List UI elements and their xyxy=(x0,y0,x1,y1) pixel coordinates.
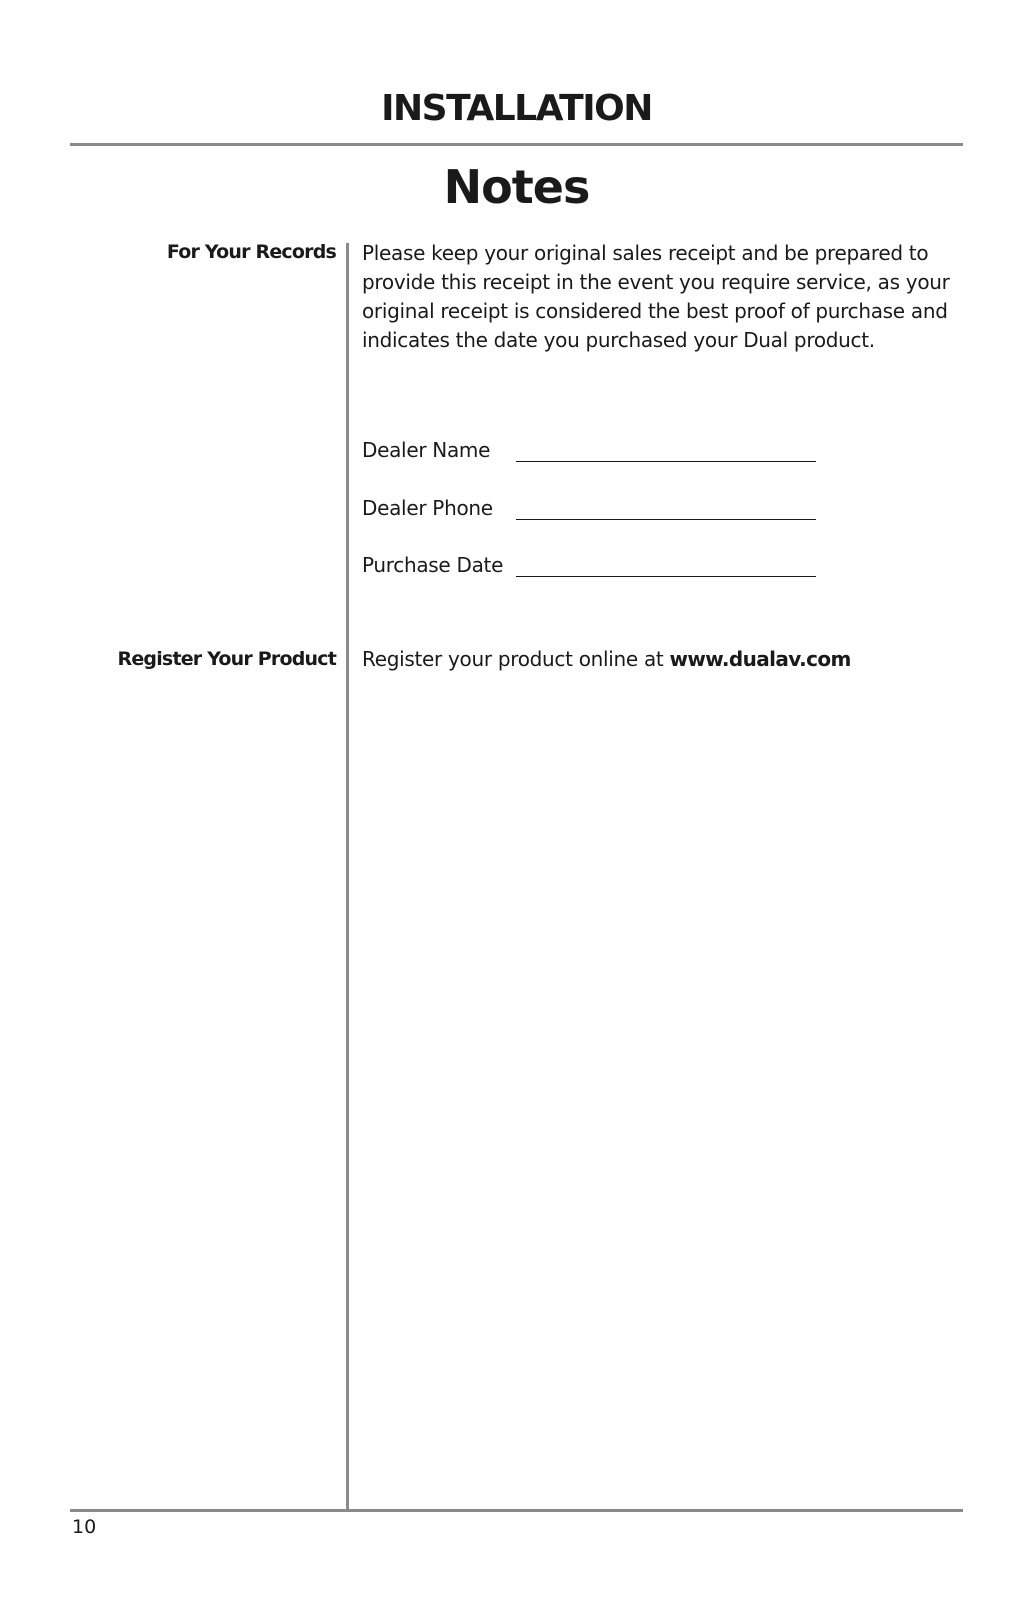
purchase-date-label: Purchase Date xyxy=(362,553,504,577)
footer-divider xyxy=(70,1509,963,1512)
dealer-phone-field[interactable] xyxy=(362,496,822,524)
purchase-date-field[interactable] xyxy=(362,553,822,581)
register-paragraph xyxy=(362,647,851,671)
register-text: Register your product online at xyxy=(362,647,670,671)
page-number: 10 xyxy=(72,1516,97,1538)
register-label: Register Your Product xyxy=(117,648,336,670)
column-divider xyxy=(346,243,349,1512)
page-title: Notes xyxy=(443,160,590,214)
purchase-date-blank[interactable] xyxy=(516,576,816,577)
section-header: INSTALLATION xyxy=(381,88,652,129)
dealer-phone-blank[interactable] xyxy=(516,519,816,520)
dealer-phone-label: Dealer Phone xyxy=(362,496,493,520)
records-label: For Your Records xyxy=(166,241,336,263)
dealer-name-field[interactable] xyxy=(362,438,822,466)
records-body: Please keep your original sales receipt and be prepared to provide this receipt in the event you require service, as your original receipt is considered the best proof of purchase and indicates the date you purchased your Dual product. xyxy=(362,241,950,352)
header-divider xyxy=(70,143,963,146)
register-link[interactable]: www.dualav.com xyxy=(669,647,851,671)
dealer-name-label: Dealer Name xyxy=(362,438,491,462)
dealer-name-blank[interactable] xyxy=(516,461,816,462)
